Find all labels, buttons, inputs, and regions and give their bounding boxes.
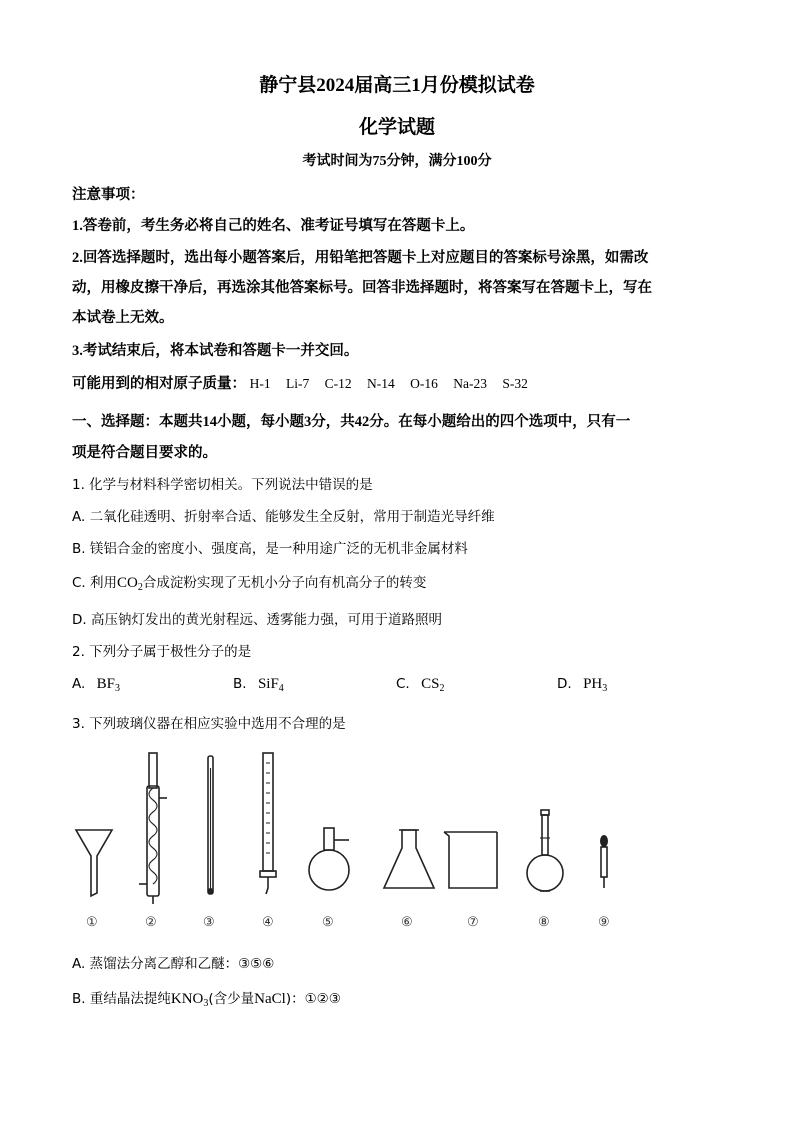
atomic-mass: C-12 [324,376,352,391]
glassware-label: ① [86,914,98,929]
nacl-formula: NaCl [254,991,286,1007]
q1-option-b: B. 镁铝合金的密度小、强度高，是一种用途广泛的无机非金属材料 [72,541,468,557]
atomic-mass: H-1 [249,376,271,391]
atomic-mass: Li-7 [286,376,310,391]
option-letter: B. [233,676,247,692]
glassware-label: ④ [262,914,274,929]
condenser-icon [139,753,167,904]
formula: PH [583,676,603,692]
q2-stem: 2. 下列分子属于极性分子的是 [72,644,252,660]
co2-subscript: 2 [137,582,143,593]
q3-option-a: A. 蒸馏法分离乙醇和乙醚：③⑤⑥ [72,956,275,972]
q1-stem: 1. 化学与材料科学密切相关。下列说法中错误的是 [72,477,373,493]
atomic-mass: Na-23 [453,376,487,391]
q3-option-b [72,987,341,1009]
q1-option-c-text: 合成淀粉实现了无机小分子向有机高分子的转变 [142,575,427,591]
option-letter: D. [557,676,572,692]
q2-option-b [233,676,284,694]
kno3-subscript: 3 [203,998,209,1009]
option-letter: C. [396,676,410,692]
atomic-mass-values [250,376,528,391]
atomic-mass: O-16 [410,376,438,391]
glassware-label: ⑧ [538,914,550,929]
atomic-mass-label: 可能用到的相对原子质量： [72,376,246,392]
formula: CS [421,676,440,692]
thermometer-icon [208,756,214,894]
kno3-formula: KNO [170,991,204,1007]
volumetric-flask-icon [527,810,563,891]
q1-option-c [72,571,426,593]
glassware-label: ⑤ [322,914,334,929]
glassware-label: ⑥ [401,914,413,929]
burette-icon [260,753,276,894]
formula-subscript: 2 [439,683,445,694]
option-letter: A. [72,676,86,692]
notice-heading: 注意事项： [72,187,145,203]
glassware-illustration [60,748,660,908]
subject-title: 化学试题 [358,117,435,138]
section-1-line1: 一、选择题：本题共14小题，每小题3分，共42分。在每小题给出的四个选项中，只有一 [72,414,631,430]
glassware-label: ⑨ [598,914,610,929]
q3-option-b-text: )：①②③ [285,991,341,1007]
atomic-mass: S-32 [502,376,528,391]
distillation-flask-icon [309,828,349,890]
formula: SiF [257,676,279,692]
beaker-icon [444,832,497,888]
exam-title: 静宁县2024届高三1月份模拟试卷 [259,75,535,96]
q2-option-d [557,676,607,694]
section-1-line2: 项是符合题目要求的。 [72,445,217,461]
q3-option-b-prefix: B. 重结晶法提纯 [72,991,171,1007]
time-info: 考试时间为75分钟，满分100分 [302,154,492,169]
q1-option-c-prefix: C. 利用 [72,575,118,591]
notice-item-3: 3.考试结束后，将本试卷和答题卡一并交回。 [72,343,359,359]
q3-stem: 3. 下列玻璃仪器在相应实验中选用不合理的是 [72,716,346,732]
atomic-mass-line [72,372,528,393]
funnel-icon [76,830,112,896]
q2-option-c [396,676,444,694]
notice-item-2-line2: 动，用橡皮擦干净后，再选涂其他答案标号。回答非选择题时，将答案写在答题卡上，写在 [72,280,652,296]
formula-subscript: 4 [278,683,284,694]
notice-item-1: 1.答卷前，考生务必将自己的姓名、准考证号填写在答题卡上。 [72,218,475,234]
formula: BF [96,676,116,692]
dropper-icon [600,835,608,888]
q1-option-d: D. 高压钠灯发出的黄光射程远、透雾能力强，可用于道路照明 [72,612,442,628]
q2-option-a [72,676,120,694]
glassware-label: ⑦ [467,914,479,929]
formula-subscript: 3 [115,683,121,694]
notice-item-2-line3: 本试卷上无效。 [72,310,174,326]
glassware-label: ③ [203,914,215,929]
q3-option-b-mid: (含少量 [208,991,255,1007]
q1-option-a: A. 二氧化硅透明、折射率合适、能够发生全反射，常用于制造光导纤维 [72,509,495,525]
co2-formula: CO [117,575,138,591]
notice-item-2-line1: 2.回答选择题时，选出每小题答案后，用铅笔把答题卡上对应题目的答案标号涂黑，如需改 [72,250,649,266]
atomic-mass: N-14 [367,376,395,391]
conical-flask-icon [384,830,434,888]
glassware-label: ② [145,914,157,929]
formula-subscript: 3 [602,683,608,694]
